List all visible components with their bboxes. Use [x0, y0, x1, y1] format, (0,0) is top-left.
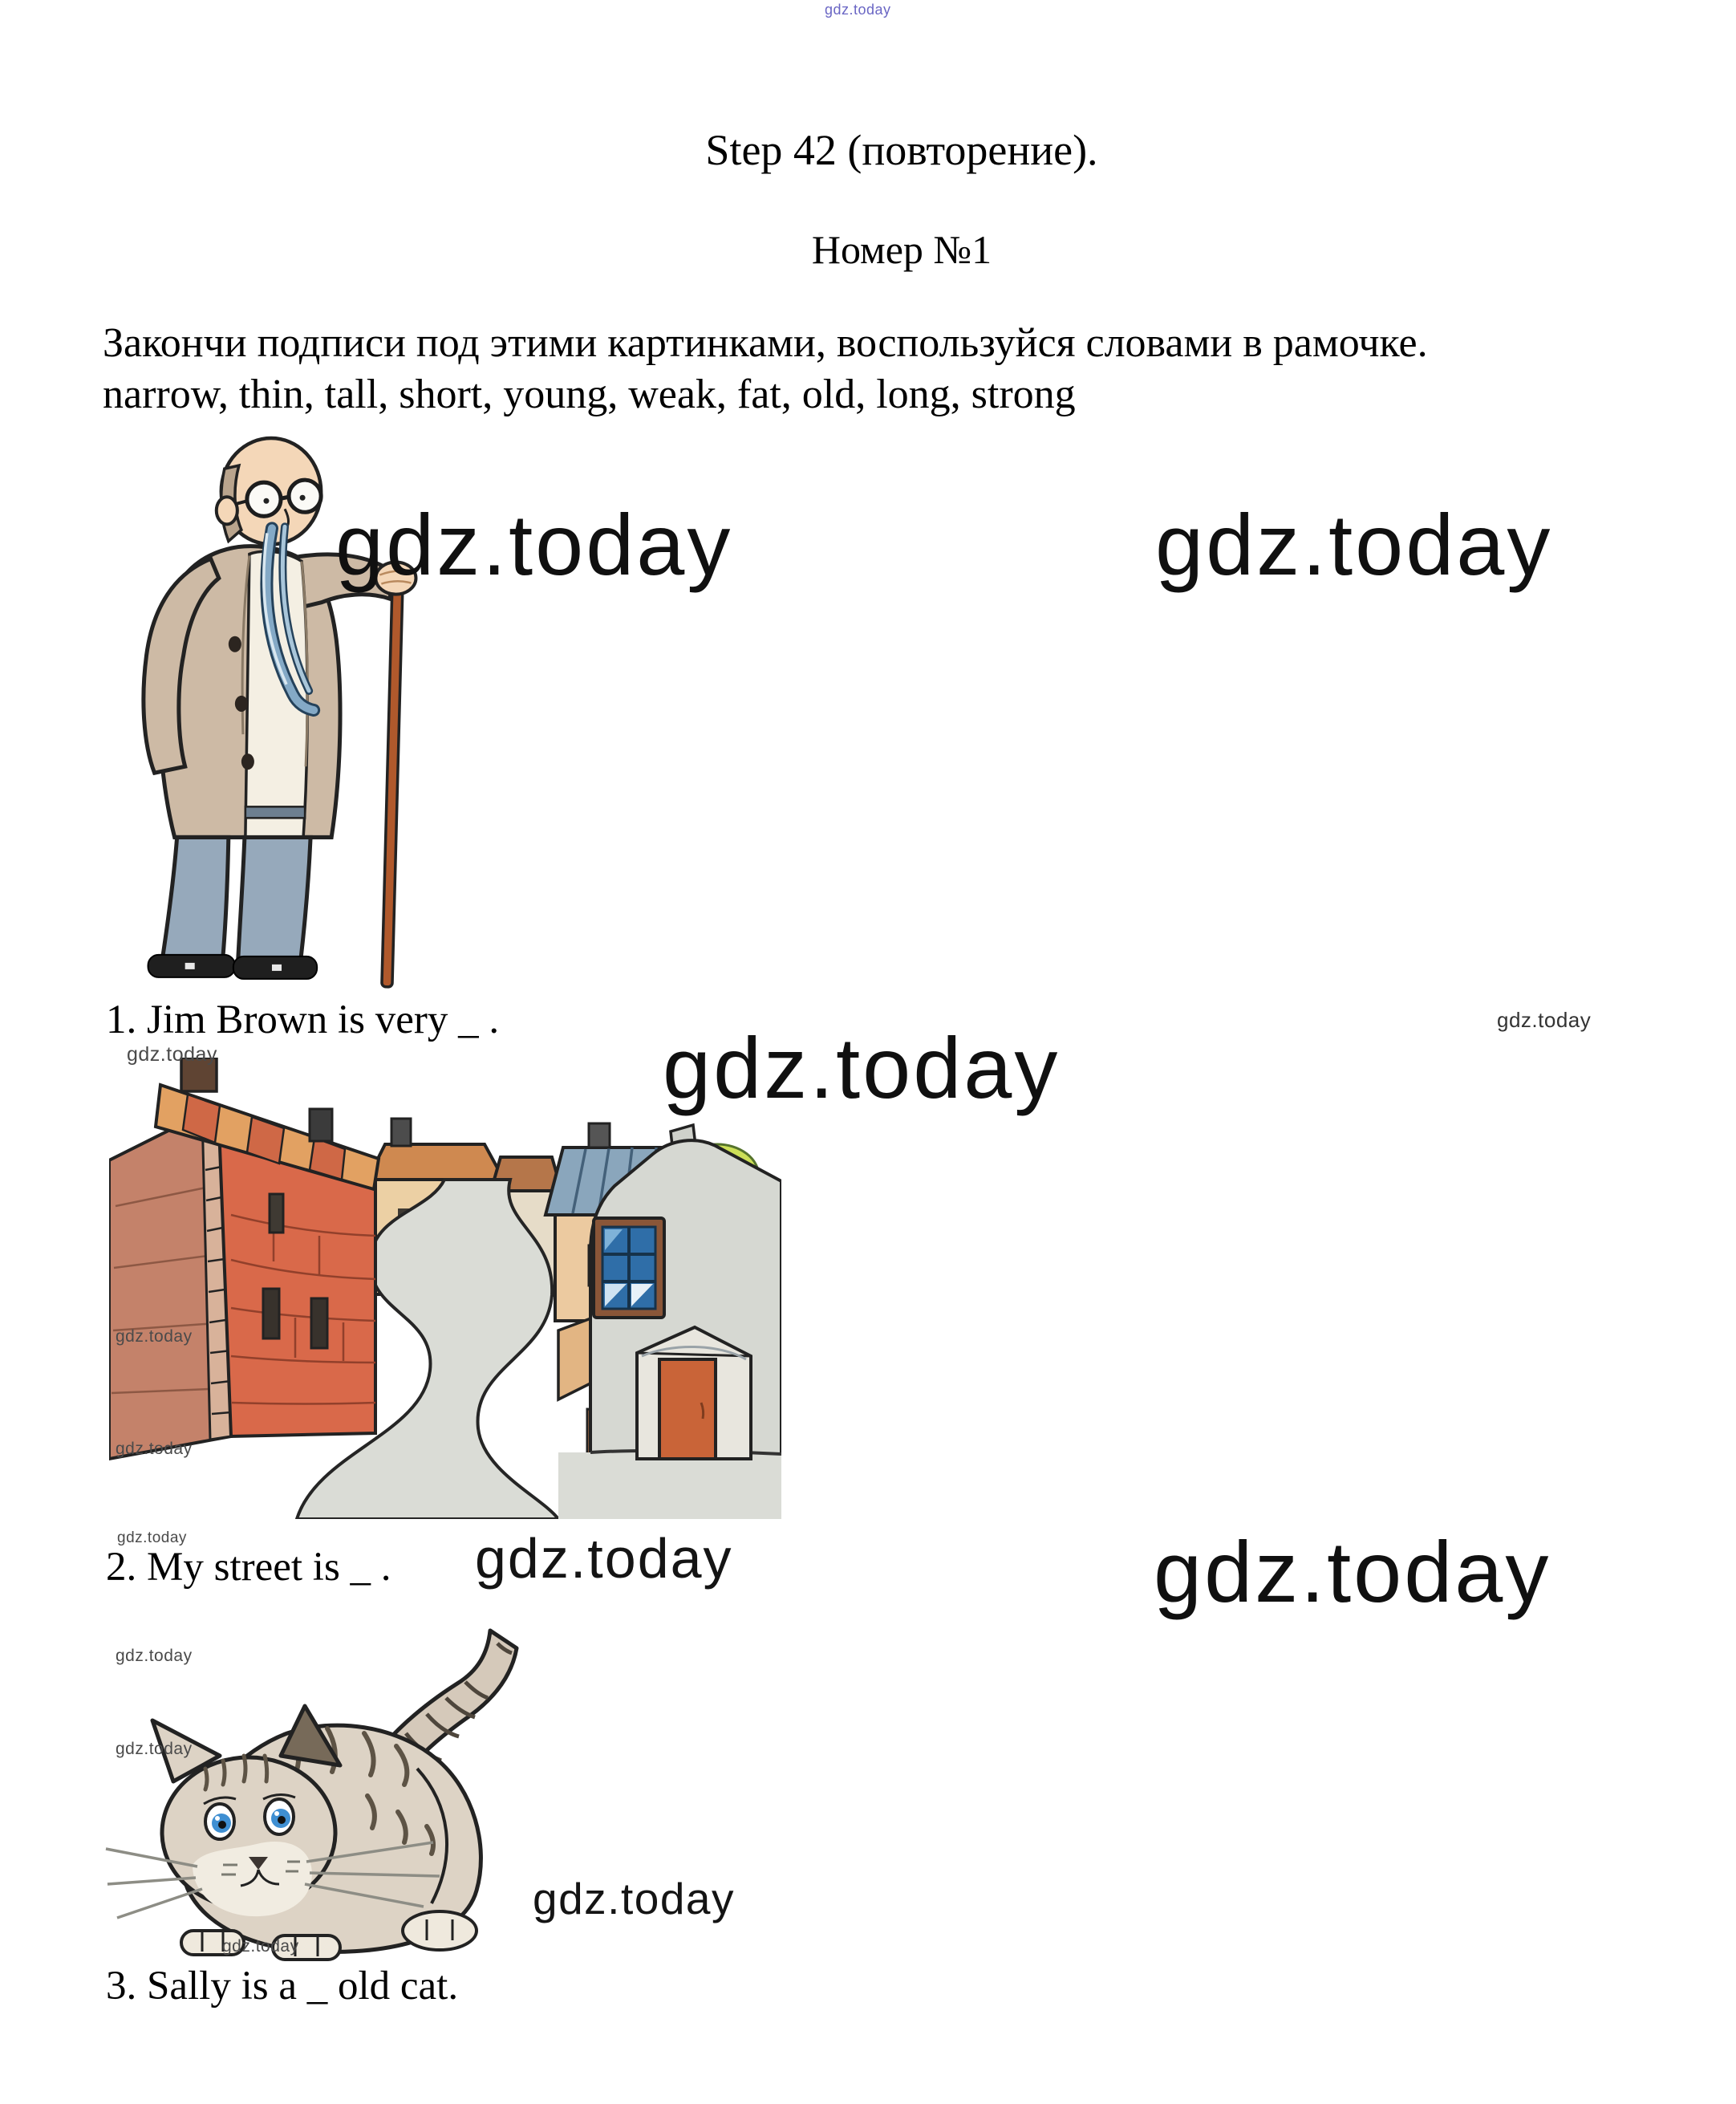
- street-illustration: [109, 1058, 781, 1519]
- watermark-gdz-today: gdz.today: [663, 1019, 1061, 1116]
- word-bank: narrow, thin, tall, short, young, weak, fat, old, long, strong: [103, 372, 1076, 417]
- caption-item-2: 2. My street is _ .: [106, 1545, 391, 1590]
- watermark-gdz-today: gdz.today: [1154, 1523, 1551, 1620]
- page-title: Step 42 (повторение).: [705, 126, 1098, 174]
- watermark-gdz-today: gdz.today: [127, 1043, 217, 1066]
- watermark-gdz-today: gdz.today: [533, 1874, 736, 1923]
- watermark-gdz-today: gdz.today: [1497, 1008, 1592, 1032]
- watermark-gdz-today: gdz.today: [117, 1529, 187, 1546]
- caption-item-3: 3. Sally is a _ old cat.: [106, 1964, 459, 2009]
- watermark-gdz-today: gdz.today: [825, 2, 891, 18]
- watermark-gdz-today: gdz.today: [1155, 496, 1553, 593]
- watermark-gdz-today: gdz.today: [116, 1647, 193, 1665]
- watermark-gdz-today: gdz.today: [475, 1527, 733, 1590]
- left-brick-building: [109, 1058, 379, 1459]
- watermark-gdz-today: gdz.today: [116, 1740, 193, 1758]
- watermark-gdz-today: gdz.today: [335, 496, 733, 593]
- task-number-heading: Номер №1: [811, 227, 992, 272]
- caption-item-1: 1. Jim Brown is very _ .: [106, 997, 500, 1042]
- watermark-gdz-today: gdz.today: [116, 1440, 193, 1458]
- task-instruction: Закончи подписи под этими картинками, воспользуйся словами в рамочке.: [103, 320, 1428, 366]
- watermark-gdz-today: gdz.today: [116, 1327, 193, 1346]
- watermark-gdz-today: gdz.today: [222, 1937, 299, 1956]
- narrow-street-drawing: [109, 1058, 781, 1519]
